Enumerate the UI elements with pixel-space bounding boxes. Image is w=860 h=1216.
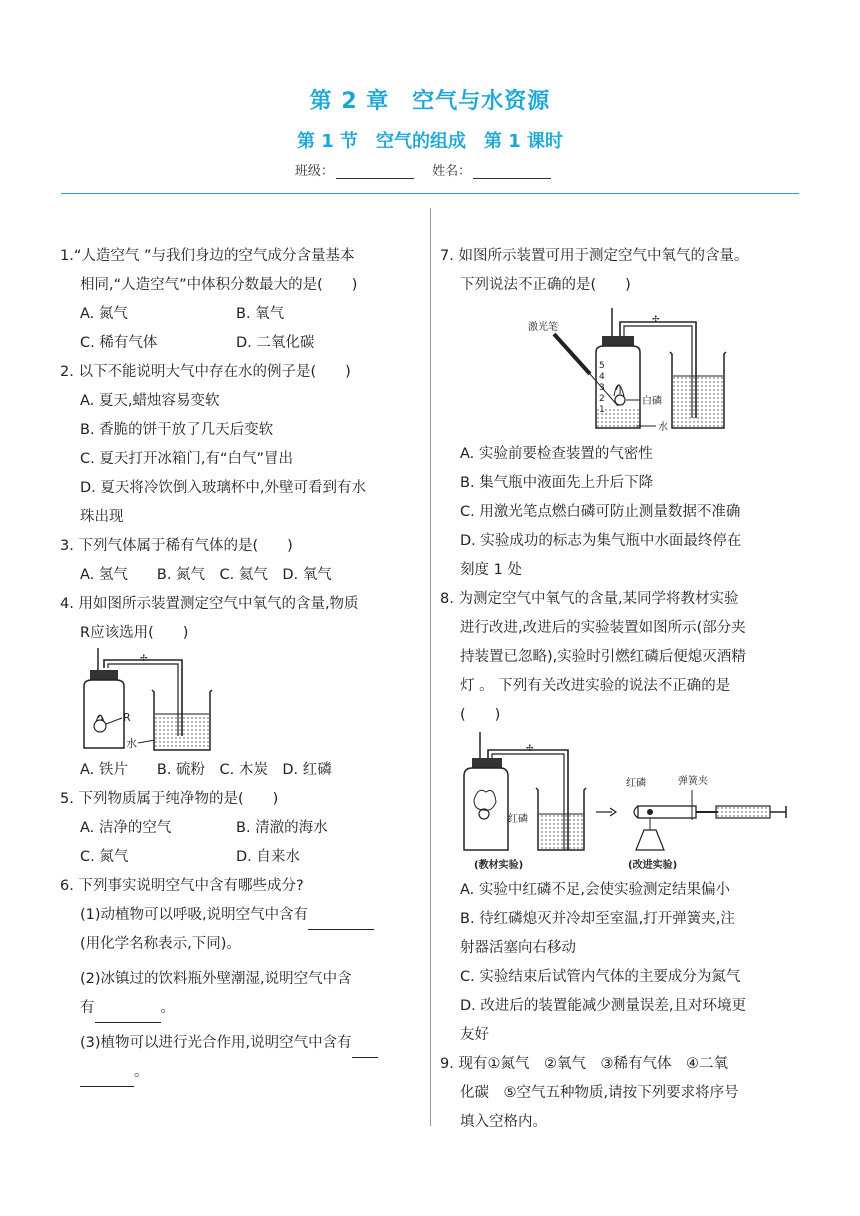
improved-experiment-figure (460, 730, 792, 872)
q6-p3-text: (3)植物可以进行光合作用,说明空气中含有 (80, 1035, 352, 1051)
q6-part-3 (60, 1029, 424, 1058)
question-5 (60, 785, 424, 872)
q2-option-d-cont: 珠出现 (80, 509, 124, 525)
q6-p2-b: 有 (80, 1000, 95, 1016)
q6-p3-blank[interactable] (352, 1039, 378, 1058)
q8-fig-red-p-1: 红磷 (508, 814, 528, 825)
q4-fig-r-label: R (123, 711, 131, 724)
question-4 (60, 590, 424, 785)
q6-p2-text: (2)冰镇过的饮料瓶外壁潮湿,说明空气中含 (80, 971, 352, 987)
question-3 (60, 532, 424, 590)
q7-option-d-cont: 刻度 1 处 (460, 562, 522, 578)
q8-fig-red-p-2: 红磷 (626, 778, 646, 789)
q8-fig-caption-1: (教材实验) (474, 860, 524, 871)
left-column (60, 242, 424, 1087)
q7-fig-water-label: 水 (658, 422, 668, 433)
q7-option-a[interactable]: A. 实验前要检查装置的气密性 (460, 446, 653, 462)
question-9 (440, 1050, 802, 1137)
q2-option-b[interactable]: B. 香脆的饼干放了几天后变软 (80, 422, 274, 438)
q5-option-b[interactable]: B. 清澈的海水 (236, 820, 328, 836)
q6-stem: 6. 下列事实说明空气中含有哪些成分? (60, 878, 304, 894)
q8-option-c[interactable]: C. 实验结束后试管内气体的主要成分为氮气 (460, 969, 741, 985)
q5-option-c[interactable]: C. 氮气 (80, 849, 129, 865)
q6-p1-blank[interactable] (308, 911, 374, 930)
q8-stem-cont-2: 持装置已忽略),实验时引燃红磷后便熄灭酒精 (460, 649, 746, 665)
question-2 (60, 358, 424, 532)
q7-stem: 7. 如图所示装置可用于测定空气中氧气的含量。 (440, 248, 749, 264)
chapter-title: 第 2 章 空气与水资源 (309, 89, 551, 114)
q6-p1-cont: (用化学名称表示,下同)。 (80, 936, 241, 952)
q9-stem: 9. 现有①氮气 ②氧气 ③稀有气体 ④二氧 (440, 1056, 728, 1072)
q4-fig-water-label: 水 (126, 737, 137, 750)
question-1 (60, 242, 424, 358)
q8-option-b-cont: 射器活塞向右移动 (460, 940, 576, 956)
q2-option-d[interactable]: D. 夏天将冷饮倒入玻璃杯中,外壁可看到有水 (80, 480, 366, 496)
q7-mark-3: 3 (599, 383, 605, 393)
svg-text:✢: ✢ (526, 744, 534, 754)
q7-fig-laser-label: 激光笔 (528, 322, 558, 333)
q2-option-c[interactable]: C. 夏天打开冰箱门,有“白气”冒出 (80, 451, 293, 467)
svg-text:✢: ✢ (652, 315, 660, 325)
section-title: 第 1 节 空气的组成 第 1 课时 (296, 131, 564, 152)
q6-p2-blank[interactable] (95, 1004, 161, 1023)
column-divider (430, 208, 431, 1126)
question-8 (440, 585, 802, 1050)
q3-options[interactable]: A. 氢气 B. 氮气 C. 氦气 D. 氧气 (80, 567, 332, 583)
q5-option-a[interactable]: A. 洁净的空气 (80, 820, 172, 836)
q5-option-d[interactable]: D. 自来水 (236, 849, 300, 865)
q7-fig-p-label: 白磷 (642, 396, 662, 407)
q4-stem-cont: R应该选用( ) (80, 625, 189, 641)
q7-mark-5: 5 (599, 361, 605, 371)
q7-stem-cont: 下列说法不正确的是( ) (460, 277, 631, 293)
q6-p3-c: 。 (134, 1064, 149, 1080)
q8-fig-caption-2: (改进实验) (628, 860, 678, 871)
question-6 (60, 872, 424, 1087)
q4-stem: 4. 用如图所示装置测定空气中氧气的含量,物质 (60, 596, 359, 612)
q1-stem-cont: 相同,“人造空气”中体积分数最大的是( ) (80, 277, 358, 293)
student-info (0, 160, 860, 179)
q8-option-d[interactable]: D. 改进后的装置能减少测量误差,且对环境更 (460, 998, 746, 1014)
name-label: 姓名： (432, 164, 472, 179)
q6-p2-cont (60, 994, 424, 1023)
q4-figure (60, 648, 424, 756)
q8-stem-cont-4: ( ) (460, 707, 501, 723)
q1-option-d[interactable]: D. 二氧化碳 (236, 335, 315, 351)
q9-stem-cont-1: 化碳 ⑤空气五种物质,请按下列要求将序号 (460, 1085, 739, 1101)
q7-option-c[interactable]: C. 用激光笔点燃白磷可防止测量数据不准确 (460, 504, 741, 520)
q7-option-b[interactable]: B. 集气瓶中液面先上升后下降 (460, 475, 654, 491)
q6-p1-text: (1)动植物可以呼吸,说明空气中含有 (80, 907, 309, 923)
q8-option-d-cont: 友好 (460, 1027, 489, 1043)
question-7 (440, 242, 802, 585)
q7-mark-2: 2 (599, 394, 605, 404)
q8-option-a[interactable]: A. 实验中红磷不足,会使实验测定结果偏小 (460, 882, 730, 898)
q1-option-b[interactable]: B. 氧气 (236, 306, 285, 322)
q3-stem: 3. 下列气体属于稀有气体的是( ) (60, 538, 293, 554)
q5-stem: 5. 下列物质属于纯净物的是( ) (60, 791, 279, 807)
q8-fig-clip-label: 弹簧夹 (678, 776, 708, 787)
name-blank[interactable] (473, 166, 551, 179)
q8-stem-cont-3: 灯 。 下列有关改进实验的说法不正确的是 (460, 678, 731, 694)
q7-mark-1: 1 (599, 405, 605, 415)
right-column (440, 242, 802, 1137)
header-divider (61, 193, 799, 194)
q7-figure (440, 300, 802, 440)
class-blank[interactable] (336, 166, 414, 179)
q8-stem-cont-1: 进行改进,改进后的实验装置如图所示(部分夹 (460, 620, 746, 636)
q6-part-1 (60, 901, 424, 930)
q7-option-d[interactable]: D. 实验成功的标志为集气瓶中水面最终停在 (460, 533, 742, 549)
q1-option-c[interactable]: C. 稀有气体 (80, 335, 158, 351)
q1-stem: 1.“人造空气 ”与我们身边的空气成分含量基本 (60, 248, 355, 264)
oxygen-apparatus-figure (78, 648, 228, 754)
svg-text:✢: ✢ (140, 654, 148, 664)
class-label: 班级： (294, 164, 334, 179)
q2-option-a[interactable]: A. 夏天,蜡烛容易变软 (80, 393, 220, 409)
laser-apparatus-figure (528, 300, 728, 438)
q9-stem-cont-2: 填入空格内。 (460, 1114, 547, 1130)
q8-figure (440, 730, 802, 876)
q2-stem: 2. 以下不能说明大气中存在水的例子是( ) (60, 364, 351, 380)
q6-p2-c: 。 (160, 1000, 175, 1016)
q4-options[interactable]: A. 铁片 B. 硫粉 C. 木炭 D. 红磷 (80, 762, 332, 778)
q8-stem: 8. 为测定空气中氧气的含量,某同学将教材实验 (440, 591, 739, 607)
q6-p3-cont (60, 1058, 424, 1087)
q8-option-b[interactable]: B. 待红磷熄灭并冷却至室温,打开弹簧夹,注 (460, 911, 735, 927)
q1-option-a[interactable]: A. 氮气 (80, 306, 128, 322)
q6-p3-blank-2[interactable] (80, 1068, 134, 1087)
q7-mark-4: 4 (599, 372, 605, 382)
